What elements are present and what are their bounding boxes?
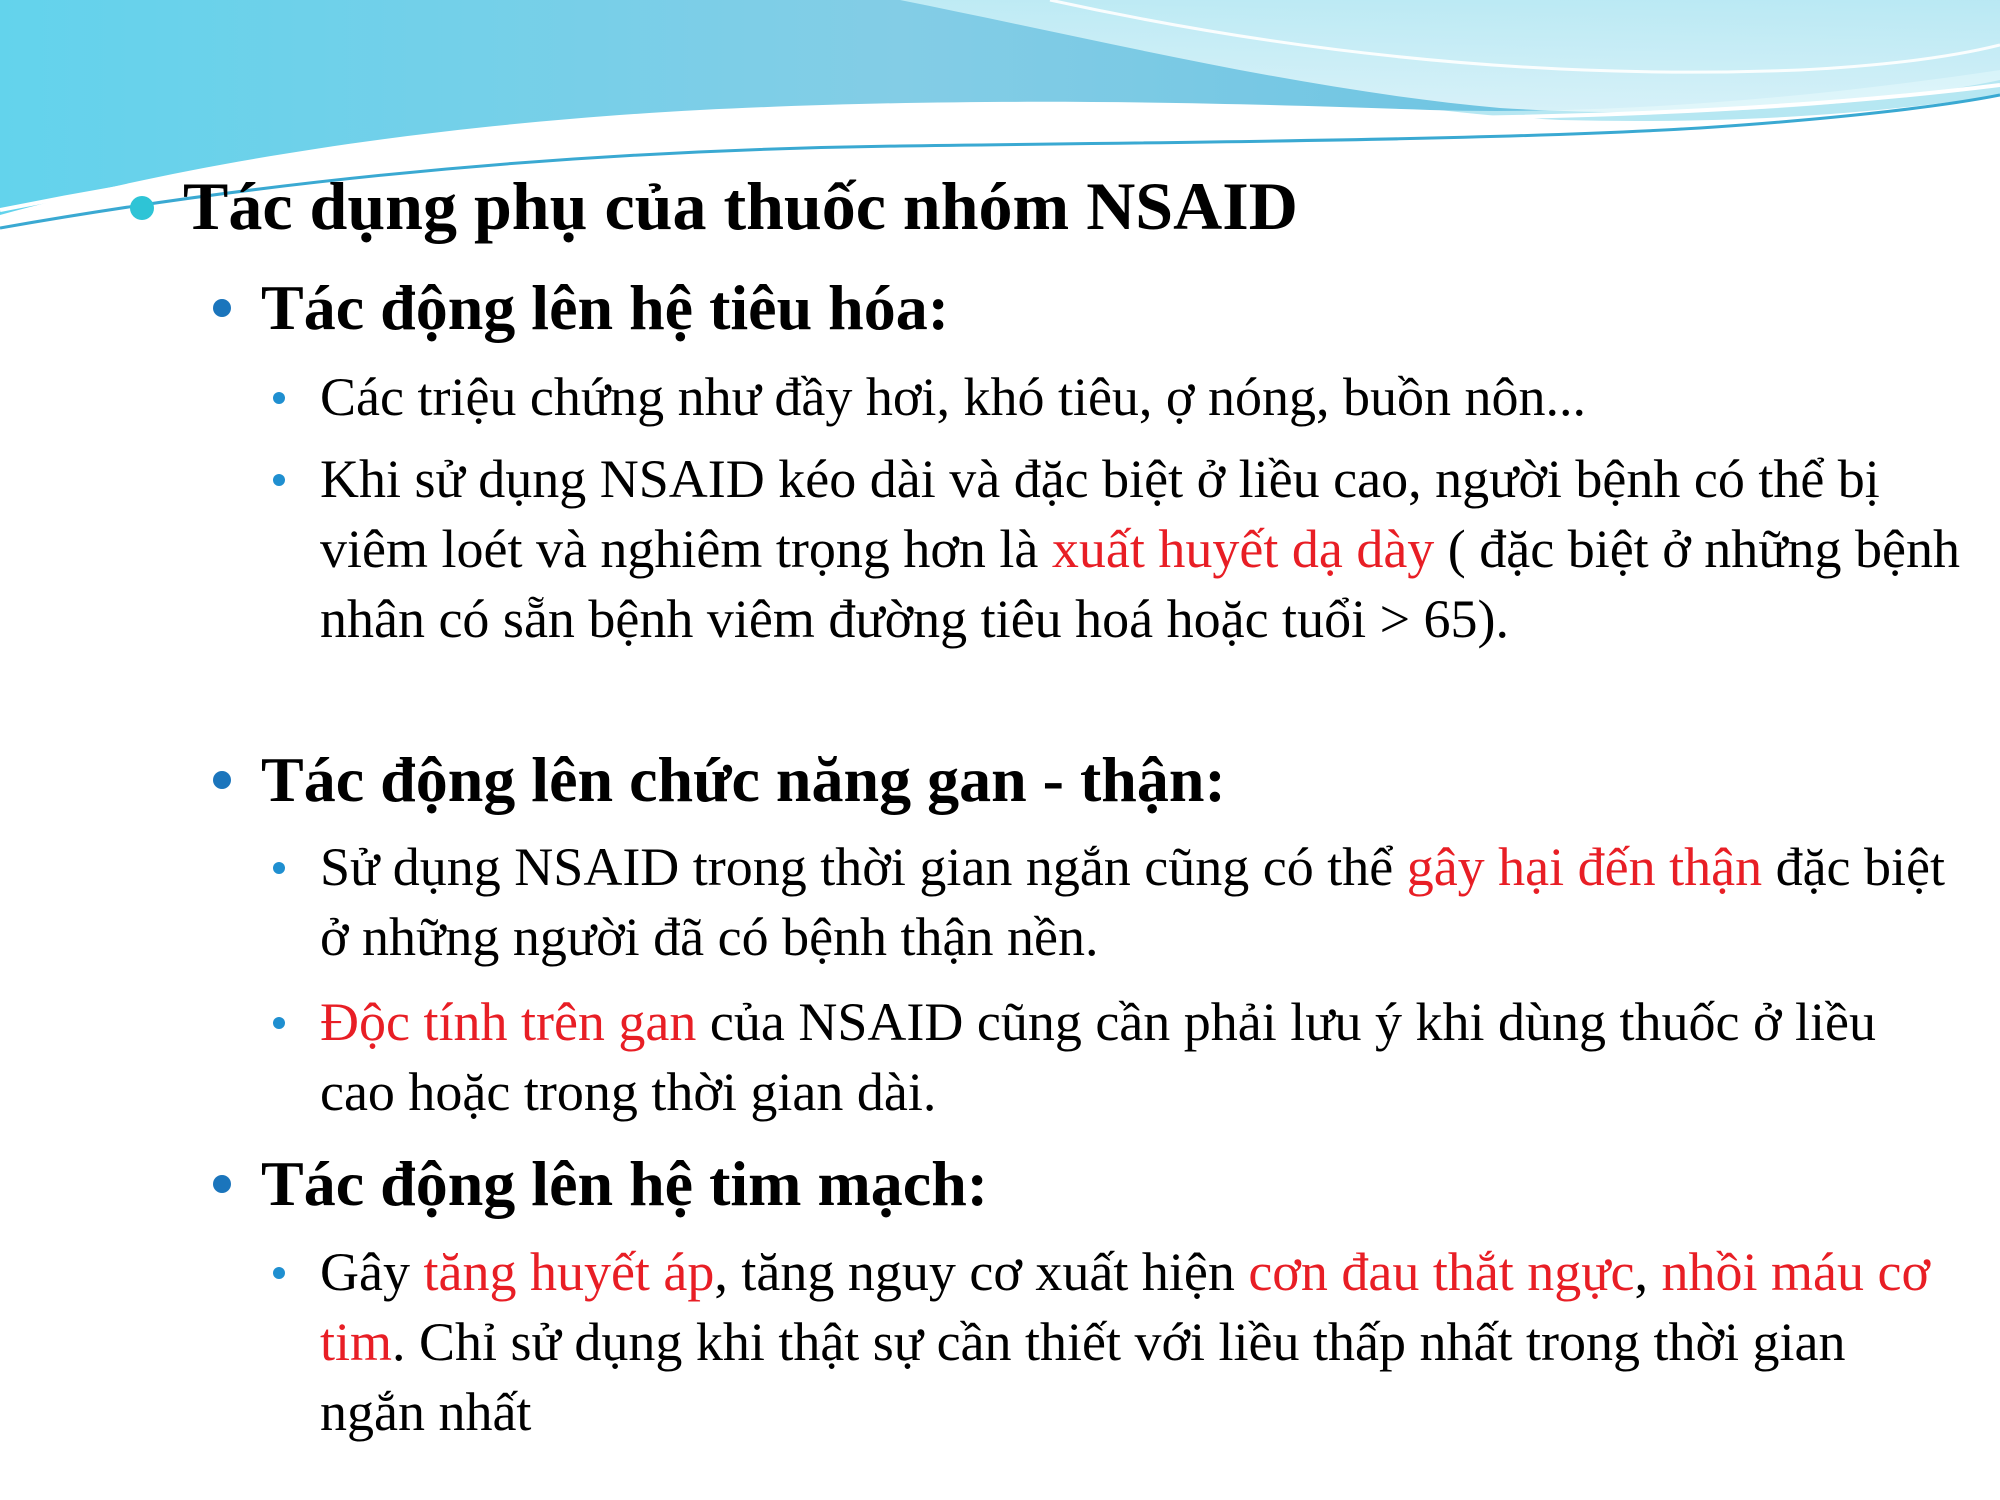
highlight-text: gây hại đến thận — [1406, 837, 1763, 897]
highlight-text: nhồi máu cơ tim — [320, 1242, 1931, 1372]
section-bullet-icon — [213, 299, 231, 317]
slide-title: Tác dụng phụ của thuốc nhóm NSAID — [183, 168, 1298, 244]
highlight-text: xuất huyết dạ dày — [1051, 519, 1435, 579]
digestive-item-2 — [320, 444, 1960, 654]
item-bullet-icon — [273, 862, 285, 874]
text-run: của NSAID cũng cần phải lưu ý khi dùng thuốc ở liều cao hoặc trong thời gian dài. — [320, 992, 1876, 1122]
item-bullet-icon — [273, 1017, 285, 1029]
text-run: , — [1634, 1242, 1662, 1302]
liver-kidney-item-2 — [320, 987, 1960, 1127]
section-heading-liver-kidney: Tác động lên chức năng gan - thận: — [261, 744, 1226, 815]
text-run: , tăng nguy cơ xuất hiện — [714, 1242, 1249, 1302]
text-run: Sử dụng NSAID trong thời gian ngắn cũng có thể — [320, 837, 1407, 897]
cardiovascular-item-1 — [320, 1237, 1960, 1447]
highlight-text: cơn đau thắt ngực — [1248, 1242, 1635, 1302]
text-run: ( đặc biệt ở những bệnh nhân có sẵn bệnh viêm đường tiêu hoá hoặc tuổi > 65). — [320, 519, 1960, 649]
text-run: . Chỉ sử dụng khi thật sự cần thiết với liều thấp nhất trong thời gian ngắn nhất — [320, 1312, 1846, 1442]
item-bullet-icon — [273, 392, 285, 404]
item-bullet-icon — [273, 474, 285, 486]
section-heading-digestive: Tác động lên hệ tiêu hóa: — [261, 272, 950, 343]
text-run: Gây — [320, 1242, 424, 1302]
section-bullet-icon — [213, 771, 231, 789]
text-run: đặc biệt ở những người đã có bệnh thận nền. — [320, 837, 1946, 967]
title-bullet-icon — [130, 196, 154, 220]
highlight-text: Độc tính trên gan — [320, 992, 697, 1052]
text-run: Khi sử dụng NSAID kéo dài và đặc biệt ở liều cao, người bệnh có thể bị viêm loét và nghiêm trọng hơn là — [320, 449, 1880, 579]
highlight-text: tăng huyết áp — [423, 1242, 715, 1302]
section-bullet-icon — [213, 1175, 231, 1193]
digestive-item-1: Các triệu chứng như đầy hơi, khó tiêu, ợ nóng, buồn nôn... — [320, 367, 1586, 427]
liver-kidney-item-1 — [320, 832, 1960, 972]
section-heading-cardiovascular: Tác động lên hệ tim mạch: — [261, 1148, 989, 1219]
item-bullet-icon — [273, 1267, 285, 1279]
